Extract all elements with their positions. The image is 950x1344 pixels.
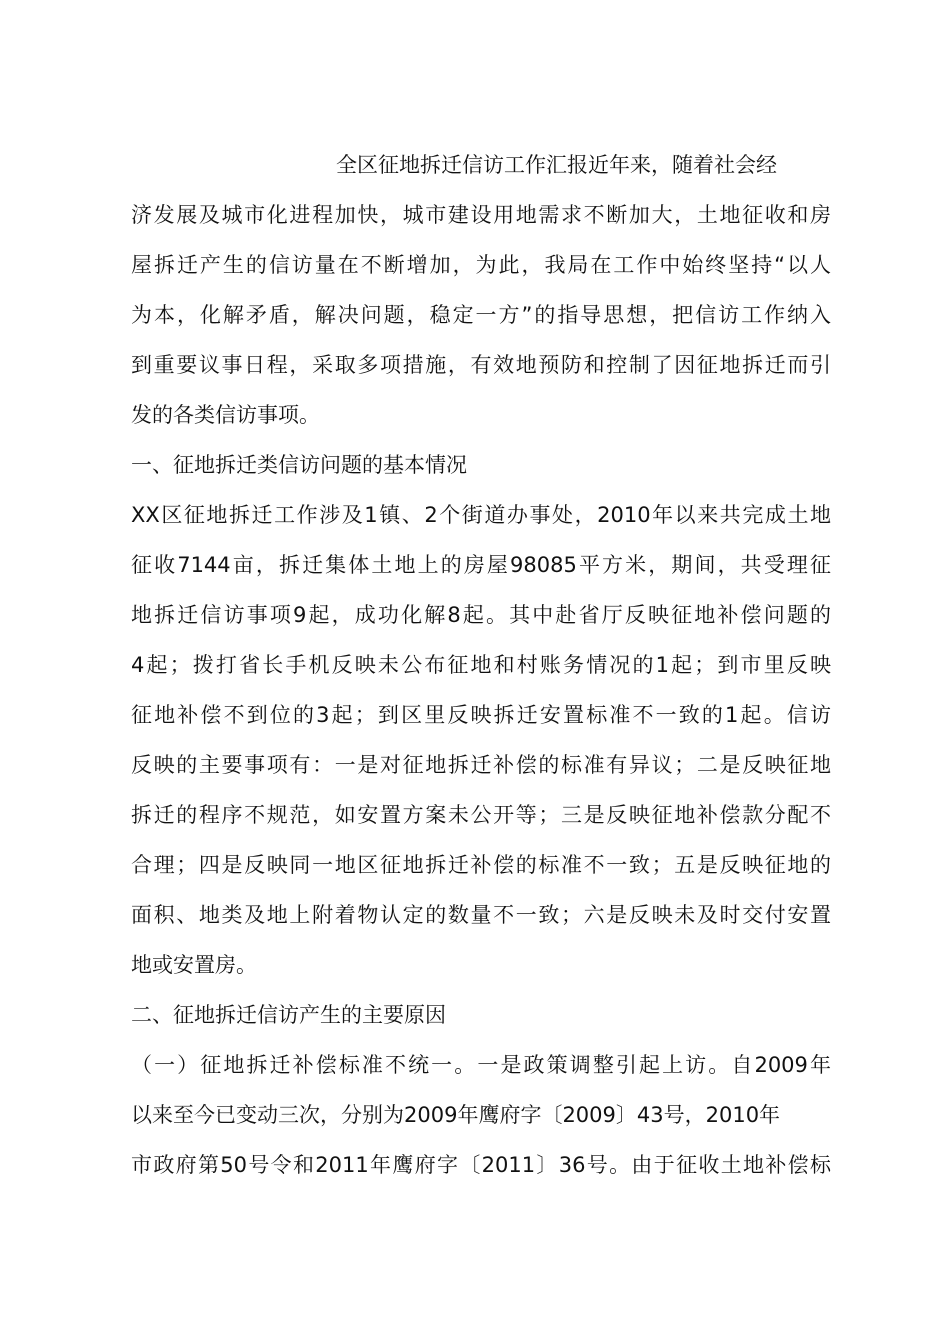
body-line: （一）征地拆迁补偿标准不统一。一是政策调整引起上访。自2009年 bbox=[131, 1053, 831, 1077]
body-line: 面积、地类及地上附着物认定的数量不一致；六是反映未及时交付安置 bbox=[131, 903, 831, 927]
body-line: 拆迁的程序不规范，如安置方案未公开等；三是反映征地补偿款分配不 bbox=[131, 803, 831, 827]
body-line: 地拆迁信访事项9起，成功化解8起。其中赴省厅反映征地补偿问题的 bbox=[131, 603, 831, 627]
body-line: 为本，化解矛盾，解决问题，稳定一方”的指导思想，把信访工作纳入 bbox=[131, 303, 831, 327]
section-heading: 二、征地拆迁信访产生的主要原因 bbox=[131, 1003, 446, 1027]
document-body bbox=[131, 140, 831, 1190]
opening-line: 全区征地拆迁信访工作汇报近年来，随着社会经 bbox=[336, 153, 777, 177]
section-heading: 一、征地拆迁类信访问题的基本情况 bbox=[131, 453, 467, 477]
body-line: 征地补偿不到位的3起；到区里反映拆迁安置标准不一致的1起。信访 bbox=[131, 703, 831, 727]
body-line: XX区征地拆迁工作涉及1镇、2个街道办事处，2010年以来共完成土地 bbox=[131, 503, 831, 527]
body-line: 以来至今已变动三次，分别为2009年鹰府字〔2009〕43号，2010年 bbox=[131, 1103, 781, 1127]
body-line: 到重要议事日程，采取多项措施，有效地预防和控制了因征地拆迁而引 bbox=[131, 353, 831, 377]
body-line: 济发展及城市化进程加快，城市建设用地需求不断加大，土地征收和房 bbox=[131, 203, 831, 227]
body-line: 市政府第50号令和2011年鹰府字〔2011〕36号。由于征收土地补偿标 bbox=[131, 1153, 831, 1177]
body-line: 4起；拨打省长手机反映未公布征地和村账务情况的1起；到市里反映 bbox=[131, 653, 831, 677]
body-line: 屋拆迁产生的信访量在不断增加，为此，我局在工作中始终坚持“以人 bbox=[131, 253, 831, 277]
body-line: 合理；四是反映同一地区征地拆迁补偿的标准不一致；五是反映征地的 bbox=[131, 853, 831, 877]
body-line: 发的各类信访事项。 bbox=[131, 403, 320, 427]
body-line: 反映的主要事项有：一是对征地拆迁补偿的标准有异议；二是反映征地 bbox=[131, 753, 831, 777]
body-line: 地或安置房。 bbox=[131, 953, 257, 977]
body-line: 征收7144亩，拆迁集体土地上的房屋98085平方米，期间，共受理征 bbox=[131, 553, 831, 577]
